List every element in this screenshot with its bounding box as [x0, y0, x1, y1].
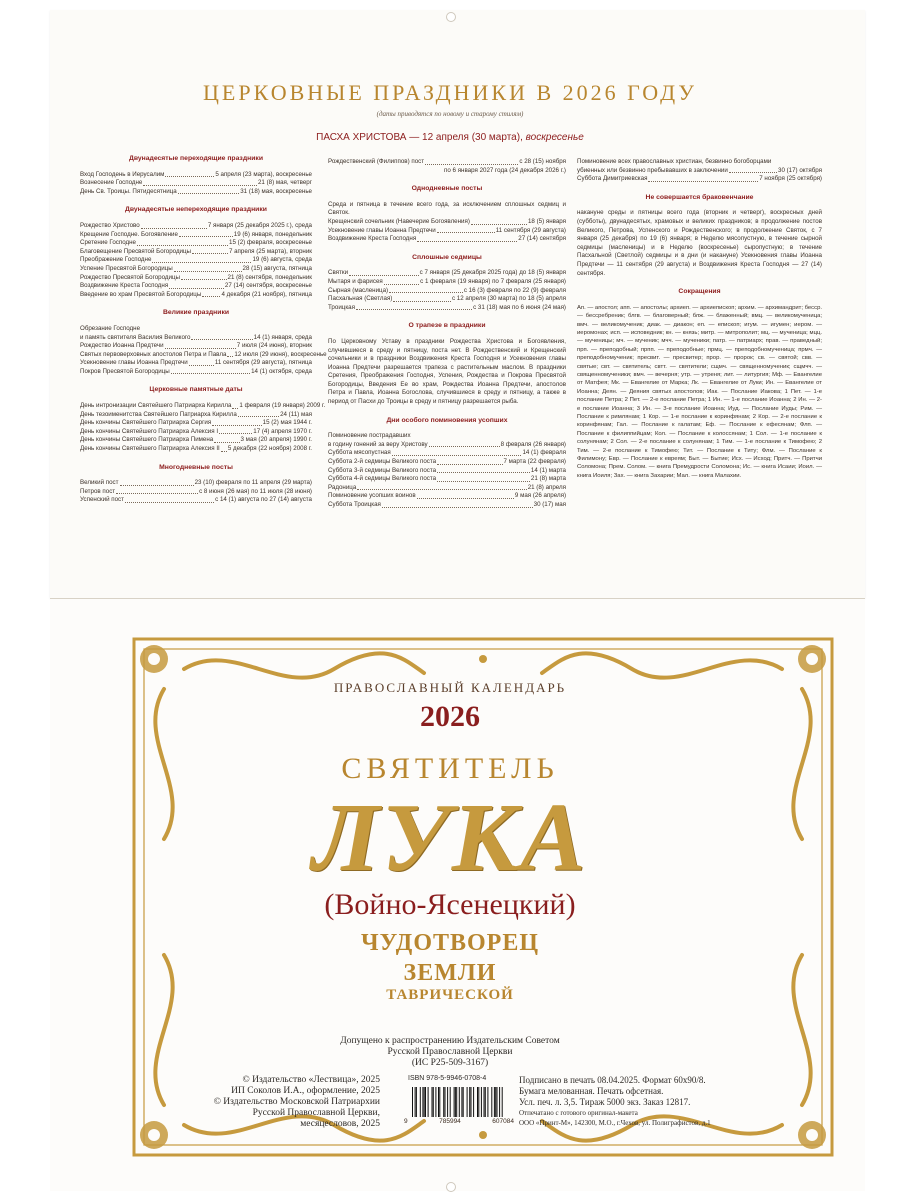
- isbn-label: ISBN 978-5-9946-0708-4: [408, 1075, 487, 1082]
- fast-days-list: [328, 218, 566, 244]
- item-name: День кончины Святейшего Патриарха Алексия I: [80, 427, 219, 435]
- item-name: Усекновение главы Иоанна Предтечи: [328, 226, 436, 234]
- section-title: Церковные памятные даты: [149, 386, 243, 394]
- item-name: Рождество Пресвятой Богородицы: [80, 273, 180, 281]
- item-date: 19 (6) января, понедельник: [233, 230, 312, 238]
- item-date: с 16 (3) февраля по 22 (9) февраля: [463, 286, 566, 294]
- item-name: День кончины Святейшего Патриарха Пимена: [80, 436, 214, 444]
- item-date: 21 (8) апреля: [527, 483, 566, 491]
- pascha-label: ПАСХА ХРИСТОВА — 12 апреля (30 марта),: [316, 132, 523, 143]
- list-item: [328, 475, 566, 484]
- section-title: Сплошные седмицы: [412, 253, 482, 261]
- section-title: Двунадесятые переходящие праздники: [128, 155, 263, 162]
- paragraph: По Церковному Уставу в праздники Рождества Христова и Богоявления, случившиеся в среду и пятницу, поста нет. В Рождественский и Крещенский сочельники и в праздники Воздвижения Креста Господня и Усекновения главы Иоанна Предтечи разрешается трапеза с растительным маслом. В праздники Сретения, Преображения Господня, Успения, Рождества и Покрова Пресвятой Богородицы, Введения Ее во храм, Рождества Иоанна Предтечи, апостолов Петра и Павла, Иоанна Богослова, случившиеся в среду и пятницу, а также в период от Пасхи до Троицы в среду и пятницу разрешается рыба.: [328, 337, 566, 406]
- list-item: [328, 501, 566, 510]
- item-date: 11 сентября (29 августа): [495, 226, 566, 234]
- item-name: День Св. Троицы. Пятидесятница: [80, 187, 177, 195]
- item-date: 7 апреля (25 марта), вторник: [228, 247, 312, 255]
- item-date: 23 (10) февраля по 11 апреля (29 марта): [194, 479, 312, 487]
- list-item: [80, 265, 312, 274]
- list-item: [80, 334, 312, 343]
- holiday-list: [80, 333, 327, 377]
- list-item: Поминовение пострадавших: [328, 432, 411, 440]
- item-name: Поминовение усопших воинов: [328, 492, 416, 500]
- item-date: 21 (8) мая, четверг: [257, 179, 312, 187]
- item-name: Преображение Господне: [80, 256, 152, 264]
- item-name: Введение во храм Пресвятой Богородицы: [80, 290, 202, 298]
- pascha-line: [0, 132, 900, 143]
- item-date: 31 (18) мая, воскресенье: [240, 187, 312, 195]
- item-name: и память святителя Василия Великого: [80, 333, 191, 341]
- item-name: Благовещение Пресвятой Богородицы: [80, 247, 191, 255]
- item-date: 28 (15) августа, пятница: [242, 264, 312, 272]
- item-name: Крещенский сочельник (Навечерие Богоявления): [328, 217, 470, 225]
- fasts-list: [80, 479, 312, 505]
- item-date: 15 (2) февраля, воскресенье: [229, 239, 312, 247]
- section-title: Не совершается браковенчание: [645, 193, 754, 201]
- list-item: Поминовение всех православных христиан, безвинно богоборцами: [577, 158, 772, 165]
- item-date: 7 января (25 декабря 2025 г.), среда: [207, 221, 312, 229]
- item-date: 8 февраля (26 января): [500, 440, 566, 448]
- item-date: с 14 (1) августа по 27 (14) августа: [215, 496, 312, 504]
- item-name: Святки: [328, 269, 349, 277]
- item-date: 14 (1) января, среда: [253, 333, 312, 341]
- cover-year: 2026: [420, 700, 480, 733]
- item-date: 5 декабря (22 ноября) 2008 г.: [227, 445, 312, 453]
- item-date: 15 (2) мая 1944 г.: [262, 419, 312, 427]
- copyright-block: © Издательство «Лествица», 2025 ИП Соколов И.А., оформление, 2025 © Издательство Московской Патриархии Русской Православной Церкви, месяцесловов, 2025: [213, 1075, 380, 1129]
- list-item: [328, 449, 566, 458]
- list-item: [80, 436, 312, 445]
- item-name: Успение Пресвятой Богородицы: [80, 264, 173, 272]
- item-name: Суббота 4-й седмицы Великого поста: [328, 475, 437, 483]
- item-name: Успенский пост: [80, 496, 124, 504]
- list-item: [80, 256, 312, 265]
- item-name: День кончины Святейшего Патриарха Сергия: [80, 419, 212, 427]
- item-date: 27 (14) сентября, воскресенье: [224, 282, 312, 290]
- list-item: [328, 458, 566, 467]
- item-date: 11 сентября (29 августа), пятница: [214, 359, 312, 367]
- item-name: Пасхальная (Светлая): [328, 295, 393, 303]
- hanging-hole-top: [446, 12, 456, 22]
- list-item: [80, 350, 327, 360]
- list-item: [80, 179, 312, 188]
- cover-surname: (Войно-Ясенецкий): [324, 888, 576, 921]
- item-date: 21 (8) сентября, понедельник: [227, 273, 312, 281]
- memorial-list: [80, 402, 326, 454]
- holiday-list: [80, 171, 312, 197]
- item-date: 17 (4) апреля 1970 г.: [253, 427, 312, 435]
- list-item: [328, 218, 566, 227]
- list-item: [80, 282, 312, 291]
- item-name: Воздвижение Креста Господня: [80, 282, 169, 290]
- list-item: [80, 222, 312, 231]
- holidays-column-2: [328, 158, 566, 510]
- hanging-hole-bottom: [446, 1182, 456, 1192]
- item-name: Святых первоверховных апостолов Петра и Павла: [80, 350, 227, 358]
- list-item: [80, 419, 312, 428]
- item-name: Мытаря и фарисея: [328, 277, 383, 285]
- item-date: 19 (6) августа, среда: [252, 256, 312, 264]
- list-item: [80, 402, 326, 411]
- item-date: с 31 (18) мая по 6 июня (24 мая): [473, 303, 566, 311]
- item-name: День тезоименитства Святейшего Патриарха Кирилла: [80, 410, 237, 418]
- list-item: [80, 342, 312, 351]
- item-date: 21 (8) марта: [530, 475, 566, 483]
- list-item: [328, 304, 566, 313]
- item-name: Суббота Троицкая: [328, 501, 381, 508]
- list-item: убиенных или безвинно пребывавших в заключении 30 (17) октября: [577, 166, 822, 174]
- item-name: Вход Господень в Иерусалим: [80, 170, 165, 178]
- item-date: с 1 февраля (19 января) по 7 февраля (25 января): [420, 277, 566, 285]
- holidays-column-1: [80, 145, 327, 505]
- paragraph: накануне среды и пятницы всего года (вторник и четверг), воскресных дней (субботы), двунадесятых, храмовых и великих праздников; в продолжение постов Великого, Петрова, Успенского и Рождественского; в продолжение Святок, с 7 января (25 декабря) по 19 (6) января; в Неделю мясопустную, в течение сырной седмицы (масленицы) и в Неделю (воскресенье) сыропустную; в течение Пасхальной (Светлой) седмицы и в дни (и накануне) Усекновения главы Иоанна Предтечи — 11 сентября (29 августа) и Воздвижения Креста Господня — 27 (14) сентября.: [577, 209, 822, 277]
- item-name: Рождество Иоанна Предтечи: [80, 342, 164, 350]
- pascha-day: воскресенье: [525, 132, 584, 143]
- item-date: с 12 апреля (30 марта) по 18 (5) апреля: [451, 295, 566, 303]
- cover-saint-title: СВЯТИТЕЛЬ: [341, 752, 559, 785]
- list-item: [80, 291, 312, 300]
- list-item: [80, 488, 312, 497]
- item-name: Покров Пресвятой Богородицы: [80, 367, 170, 375]
- item-name: День интронизации Святейшего Патриарха Кирилла: [80, 402, 232, 410]
- item-date: 14 (1) марта: [530, 466, 566, 474]
- list-item: [80, 496, 312, 505]
- item-date: 9 мая (26 апреля): [514, 492, 566, 500]
- list-item: [80, 274, 312, 283]
- section-title: Дни особого поминовения усопших: [386, 416, 508, 424]
- section-title: О трапезе в праздники: [408, 322, 486, 330]
- list-item: [80, 445, 312, 454]
- item-name: Радоница: [328, 483, 357, 491]
- list-item: [328, 295, 566, 304]
- item-date: 7 марта (22 февраля): [503, 458, 566, 466]
- list-item: [80, 428, 312, 437]
- list-item: [80, 231, 312, 240]
- item-name: Великий пост: [80, 479, 119, 487]
- item-date: 27 (14) сентября: [518, 235, 566, 243]
- item-name: Воздвижение Креста Господня: [328, 235, 417, 243]
- section-title: Однодневные посты: [411, 185, 483, 193]
- section-title: Великие праздники: [162, 309, 230, 317]
- section-title: Двунадесятые непереходящие праздники: [125, 206, 267, 214]
- list-item: [328, 235, 566, 244]
- page-title: ЦЕРКОВНЫЕ ПРАЗДНИКИ В 2026 ГОДУ: [203, 80, 697, 105]
- item-name: Сретение Господне: [80, 239, 136, 247]
- item-date: 12 июля (29 июня), воскресенье: [234, 350, 327, 358]
- item-name: Крещение Господне. Богоявление: [80, 230, 178, 238]
- item-name: Сырная (масленица): [328, 286, 389, 294]
- item-date: 14 (1) октября, среда: [251, 367, 312, 375]
- paragraph: Среда и пятница в течение всего года, за исключением сплошных седмиц и Святок.: [328, 200, 566, 217]
- item-date: 14 (1) февраля: [522, 449, 566, 457]
- list-item: [328, 484, 566, 493]
- list-item: [80, 248, 312, 257]
- item-name: Вознесение Господне: [80, 179, 143, 187]
- item-name: Усекновение главы Иоанна Предтечи: [80, 359, 188, 367]
- item-name: Суббота 2-й седмицы Великого поста: [328, 458, 437, 466]
- list-item: [80, 239, 312, 248]
- holiday-list: [80, 222, 312, 299]
- abbreviations-paragraph: Ап. — апостол; апп. — апостолы; архиеп. — архиепископ; архим. — архимандрит; бесср. — бессребреник; блгв. — благоверный; блж. — блаженный; вмц. — великомученица; вмч. — великомученик; диак. — диакон; еп. — епископ; игум. — игумен; иером. — иеромонах; исп. — исповедник; кн. — князь; митр. — митрополит; мц. — мученица; мцц. — мученицы; мч. — мученик; мчч. — мученики; патр. — патриарх; прав. — праведный; прп. — преподобный; прпп. — преподобные; прмц. — преподобномученица; прмч. — преподобномученик; пресвит. — пресвитер; прор. — пророк; св. — святой; свв. — святые; свт. — святитель; свтт. — святители; сщмч. — священномученик; сщмчч. — священномученики; вмч. — вечерня; утр. — утреня; лит. — литургия; Мф. — Евангелие от Матфея; Мк. — Евангелие от Марка; Лк. — Евангелие от Луки; Ин. — Евангелие от Иоанна; Деян. — Деяния святых апостолов; Иак. — Послание Иакова; 1 Пет. — 1-е послание Петра; 2 Пет. — 2-е послание Петра; 1 Ин. — 1-е послание Иоанна; 2 Ин. — 2-е послание Иоанна; 3 Ин. — 3-е послание Иоанна; Иуд. — Послание Иуды; Рим. — Послание к римлянам; 1 Кор. — 1-е послание к коринфянам; 2 Кор. — 2-е послание к коринфянам; Гал. — Послание к галатам; Еф. — Послание к ефесянам; Флп. — Послание к филиппийцам; Кол. — Послание к колоссянам; 1 Сол. — 1-е послание к солунянам; 2 Сол. — 2-е послание к солунянам; 1 Тим. — 1-е послание к Тимофею; 2 Тим. — 2-е послание к Тимофею; Тит. — Послание к Титу; Флм. — Послание к Филимону; Евр. — Послание к евреям; Быт. — Бытие; Исх. — Исход; Притч. — Притчи Соломона; Прем. Солом. — книга Премудрости Соломона; Ис. — книга Исаии; Иоил. — книга Иоиля; Зах. — книга Захарии; Мал. — книга Малахии.: [577, 304, 822, 479]
- list-item: [328, 441, 566, 450]
- publishing-approval: Допущено к распространению Издательским Советом Русской Православной Церкви (ИС Р25-509-3167): [340, 1036, 560, 1068]
- memorial-days-list: [328, 441, 566, 510]
- cover-epithet-2: ЗЕМЛИ: [403, 960, 497, 986]
- cover-epithet-3: ТАВРИЧЕСКОЙ: [386, 987, 514, 1003]
- item-date: 3 мая (20 апреля) 1990 г.: [240, 436, 312, 444]
- list-item: [80, 479, 312, 488]
- list-item: Рождественский (Филиппов) пост с 28 (15) ноября: [328, 158, 566, 165]
- barcode-digits: 9 785994 607084: [404, 1118, 514, 1125]
- list-item: [328, 227, 566, 236]
- list-item: по 6 января 2027 года (24 декабря 2026 г.): [444, 166, 566, 174]
- list-item: [328, 278, 566, 287]
- item-date: 7 июля (24 июня), вторник: [236, 342, 312, 350]
- item-date: 1 февраля (19 января) 2009 г.: [239, 402, 326, 410]
- list-item: [328, 269, 566, 278]
- item-name: День кончины Святейшего Патриарха Алексия II: [80, 445, 220, 453]
- list-item: [80, 188, 312, 197]
- item-name: Суббота 3-й седмицы Великого поста: [328, 466, 437, 474]
- cover-saint-name: ЛУКА: [312, 784, 588, 892]
- item-date: с 7 января (25 декабря 2025 года) до 18 (5) января: [419, 269, 566, 277]
- item-date: с 8 июня (26 мая) по 11 июля (28 июня): [199, 487, 312, 495]
- list-item: [80, 411, 312, 420]
- item-name: Суббота мясопустная: [328, 449, 391, 457]
- cover-epithet-1: ЧУДОТВОРЕЦ: [361, 930, 539, 956]
- list-item: [80, 171, 312, 180]
- item-date: 18 (5) января: [527, 217, 566, 225]
- holidays-column-3: [577, 158, 822, 480]
- item-date: 4 декабря (21 ноября), пятница: [221, 290, 312, 298]
- barcode-image: [408, 1087, 508, 1117]
- list-item: Суббота Димитриевская 7 ноября (25 октября): [577, 175, 822, 183]
- weeks-list: [328, 269, 566, 312]
- list-item: [328, 467, 566, 476]
- item-name: в годину гонений за веру Христову: [328, 440, 428, 448]
- list-item: [80, 359, 312, 368]
- cover-subtitle: ПРАВОСЛАВНЫЙ КАЛЕНДАРЬ: [333, 680, 567, 695]
- section-title: Сокращения: [678, 288, 721, 296]
- item-date: 30 (17) мая: [533, 501, 566, 508]
- item-name: Троицкая: [328, 303, 355, 311]
- list-item: [328, 287, 566, 296]
- list-item: [328, 492, 566, 501]
- item-date: 5 апреля (23 марта), воскресенье: [215, 170, 312, 178]
- print-details: Подписано в печать 08.04.2025. Формат 60х90/8. Бумага мелованная. Печать офсетная. Усл. печ. л. 3,5. Тираж 5000 экз. Заказ 12817. Отпечатано с готового оригинал-макета ООО «Принт-М», 142300, М.О., г.Чехов, ул. Полиграфистов, д.1: [519, 1075, 711, 1127]
- list-item: [80, 368, 312, 377]
- list-item: Обрезание Господне: [80, 324, 141, 332]
- dates-note: (даты приводятся по новому и старому стилям): [376, 110, 524, 118]
- item-date: 24 (11) мая: [280, 410, 312, 418]
- section-title: Многодневные посты: [159, 463, 233, 471]
- item-name: Рождество Христово: [80, 221, 140, 229]
- item-name: Петров пост: [80, 487, 116, 495]
